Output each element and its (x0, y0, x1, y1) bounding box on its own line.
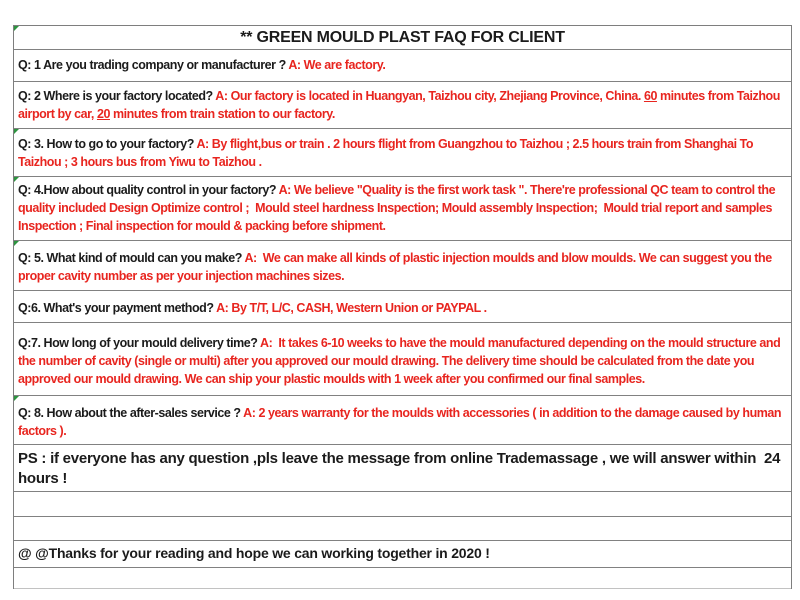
answer-text: A: We believe "Quality is the first work task ". There're professional QC team to control the quality included Design Optimize control ; Mould steel hardness Inspection; Mould assembly Inspection; Mould trial report and samples Inspection ; Final inspection for mould & packing before shipment. (18, 183, 779, 233)
question-text: Q: 5. What kind of mould can you make? (18, 251, 245, 265)
faq-row-q2 (14, 82, 791, 129)
answer-text: A: We are factory. (288, 58, 386, 72)
answer-text: A: By T/T, L/C, CASH, Western Union or PAYPAL . (216, 301, 487, 315)
answer-text: A: It takes 6-10 weeks to have the mould manufactured depending on the mould structure and the number of cavity (single or multi) after you approved our mould drawing. The delivery time should be calculated from the date you approved our mould drawing. We can ship your plastic moulds with 1 week after you confirmed our final samples. (18, 336, 784, 386)
comment-marker-icon (14, 177, 19, 182)
question-text: Q: 8. How about the after-sales service ? (18, 406, 244, 420)
question-text: PS : if everyone has any question ,pls leave the message from online Trademassage , we will answer within 24 hours ! (18, 450, 785, 487)
answer-text: minutes from train station to our factory. (109, 107, 335, 121)
page-title: ** GREEN MOULD PLAST FAQ FOR CLIENT (240, 29, 565, 46)
faq-table-rows (14, 50, 791, 589)
answer-text: A: Our factory is located in Huangyan, Taizhou city, Zhejiang Province, China. (215, 89, 644, 103)
answer-text: A: 2 years warranty for the moulds with accessories ( in addition to the damage caused by human factors ). (18, 406, 785, 438)
question-text: Q: 2 Where is your factory located? (18, 89, 216, 103)
empty-row (14, 517, 791, 541)
faq-row-q8 (14, 396, 791, 445)
faq-row-thanks (14, 541, 791, 568)
faq-row-q4 (14, 177, 791, 241)
answer-text: minutes from Taizhou airport by car, (18, 89, 783, 121)
empty-row (14, 492, 791, 517)
faq-row-q6 (14, 291, 791, 323)
comment-marker-icon (14, 241, 19, 246)
answer-text: 60 (643, 89, 657, 103)
question-text: Q: 4.How about quality control in your factory? (18, 183, 279, 197)
faq-row-title (14, 26, 791, 50)
faq-row-q1 (14, 50, 791, 82)
faq-row-q7 (14, 323, 791, 396)
answer-text: A: By flight,bus or train . 2 hours flight from Guangzhou to Taizhou ; 2.5 hours train from Shanghai To Taizhou ; 3 hours bus from Yiwu to Taizhou . (18, 137, 757, 169)
answer-text: A: We can make all kinds of plastic injection moulds and blow moulds. We can suggest you the proper cavity number as per your injection machines sizes. (18, 251, 775, 283)
faq-row-q3 (14, 129, 791, 177)
empty-row (14, 568, 791, 589)
answer-text: 20 (96, 107, 110, 121)
question-text: Q: 1 Are you trading company or manufacturer ? (18, 58, 289, 72)
faq-document (13, 25, 792, 589)
question-text: Q: 3. How to go to your factory? (18, 137, 197, 151)
comment-marker-icon (14, 396, 19, 401)
question-text: Q:7. How long of your mould delivery time? (18, 336, 261, 350)
comment-marker-icon (14, 26, 19, 31)
faq-row-ps (14, 445, 791, 492)
question-text: @ @Thanks for your reading and hope we can working together in 2020 ! (18, 545, 490, 561)
faq-row-q5 (14, 241, 791, 291)
question-text: Q:6. What's your payment method? (18, 301, 217, 315)
comment-marker-icon (14, 129, 19, 134)
